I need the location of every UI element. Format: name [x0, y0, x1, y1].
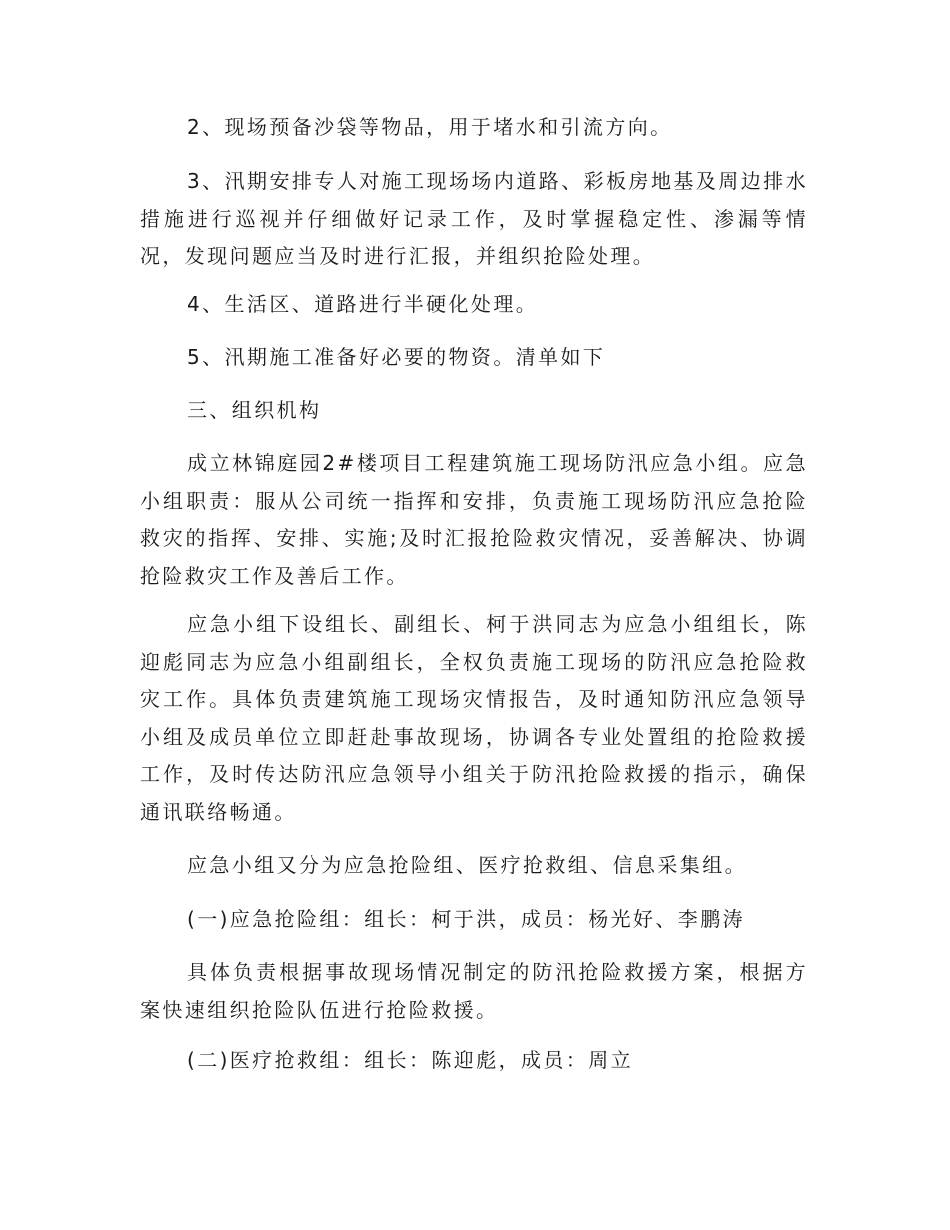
- paragraph-inspection: 3、汛期安排专人对施工现场场内道路、彩板房地基及周边排水措施进行巡视并仔细做好记录工作，及时掌握稳定性、渗漏等情况，发现问题应当及时进行汇报，并组织抢险处理。: [140, 169, 808, 268]
- paragraph-subgroups: 应急小组又分为应急抢险组、医疗抢救组、信息采集组。: [187, 853, 747, 877]
- paragraph-hardening: 4、生活区、道路进行半硬化处理。: [187, 292, 539, 316]
- section-heading-organization: 三、组织机构: [187, 398, 322, 422]
- paragraph-medical-team: (二)医疗抢救组：组长：陈迎彪，成员：周立: [187, 1048, 634, 1072]
- paragraph-rescue-duty: 具体负责根据事故现场情况制定的防汛抢险救援方案，根据方案快速组织抢险队伍进行抢险救援。: [140, 960, 808, 1022]
- paragraph-rescue-team: (一)应急抢险组：组长：柯于洪，成员：杨光好、李鹏涛: [187, 907, 746, 931]
- paragraph-group-leaders: 应急小组下设组长、副组长、柯于洪同志为应急小组组长，陈迎彪同志为应急小组副组长，全权负责施工现场的防汛应急抢险救灾工作。具体负责建筑施工现场灾情报告，及时通知防汛应急领导小组及成员单位立即赶赴事故现场，协调各专业处置组的抢险救援工作，及时传达防汛应急领导小组关于防汛抢险救援的指示，确保通讯联络畅通。: [140, 612, 808, 824]
- paragraph-materials: 5、汛期施工准备好必要的物资。清单如下: [187, 345, 606, 369]
- paragraph-sandbags: 2、现场预备沙袋等物品，用于堵水和引流方向。: [187, 115, 673, 139]
- paragraph-emergency-group: 成立林锦庭园2#楼项目工程建筑施工现场防汛应急小组。应急小组职责：服从公司统一指挥和安排，负责施工现场防汛应急抢险救灾的指挥、安排、实施;及时汇报抢险救灾情况，妥善解决、协调抢险救灾工作及善后工作。: [140, 451, 808, 588]
